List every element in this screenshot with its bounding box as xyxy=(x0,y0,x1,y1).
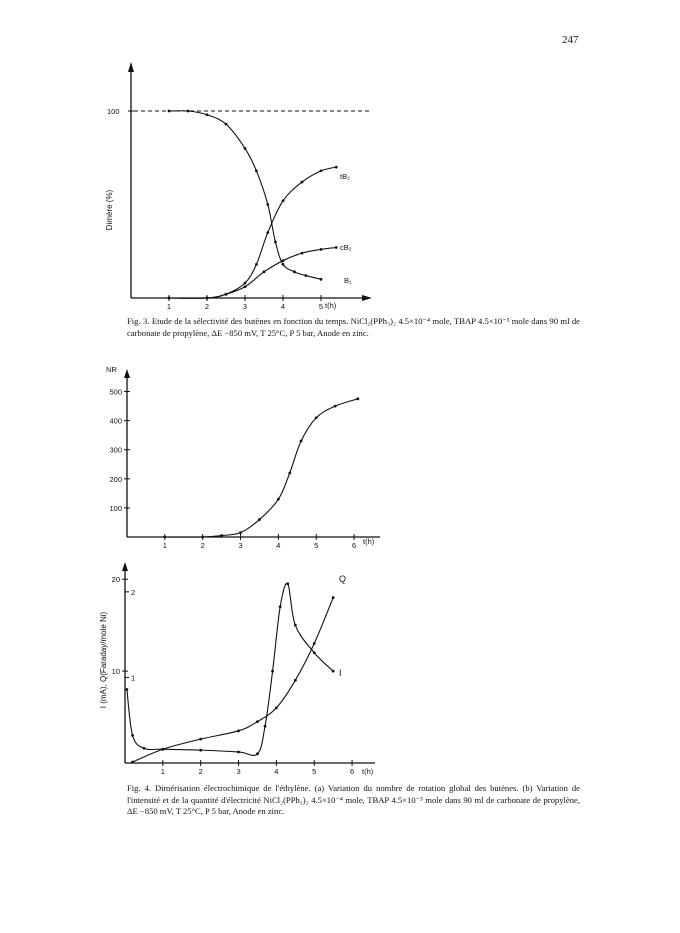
fig4a-x-tick-label-5: 5 xyxy=(314,541,319,550)
figure-3-caption: Fig. 3. Etude de la sélectivité des butènes en fonction du temps. NiCl₂(PPh₃)₂ 4.5×10⁻⁴ mole, TBAP 4.5×10⁻³ mole dans 90 ml de carbonate de propylène, ΔE −850 mV, T 25°C, P 5 bar, Anode en zinc. xyxy=(127,316,580,338)
fig4a-series-0-point-0 xyxy=(163,536,166,539)
fig4b-curves xyxy=(125,582,334,763)
fig3-series-1-point-3 xyxy=(244,282,247,285)
fig3-y-tick-label-100: 100 xyxy=(107,107,120,116)
fig4b-series-0-point-13 xyxy=(332,670,335,673)
fig4b-series-label-q: Q xyxy=(339,574,347,584)
fig4a-x-tick-label-6: 6 xyxy=(351,541,357,550)
fig4b-series-1-point-0 xyxy=(131,761,134,764)
fig3-x-tick-label-4: 4 xyxy=(280,302,286,311)
fig3-series-1-point-6 xyxy=(282,199,285,202)
fig3-series-0-point-9 xyxy=(293,270,296,273)
fig3-series-0-point-10 xyxy=(304,274,307,277)
fig4a-y-arrow xyxy=(124,369,130,378)
fig4a-series-0-point-5 xyxy=(277,498,280,501)
fig3-series-0-point-5 xyxy=(255,169,258,172)
fig3-series-2-point-5 xyxy=(282,259,285,262)
fig4a-x-tick-label-3: 3 xyxy=(238,541,243,550)
fig3-series-0-point-6 xyxy=(266,203,269,206)
fig3-series-0-point-8 xyxy=(282,263,285,266)
fig4b-series-1-point-8 xyxy=(332,596,335,599)
fig4b-series-label-i: I xyxy=(339,668,342,678)
fig4a-series-0-point-7 xyxy=(300,440,303,443)
fig3-series-0-point-4 xyxy=(244,147,247,150)
fig4b-x-tick-label-1: 1 xyxy=(160,767,165,776)
fig4a-series-0-point-2 xyxy=(220,534,223,537)
fig4a-series-0-point-1 xyxy=(201,536,204,539)
fig4b-series-0-point-7 xyxy=(264,725,267,728)
fig3-x-arrow xyxy=(362,295,372,301)
fig3-series-1-point-9 xyxy=(335,166,338,169)
fig4a-y-tick-label-200: 200 xyxy=(109,474,122,484)
fig4b-series-1-point-1 xyxy=(161,748,164,751)
fig3-series-2-point-0 xyxy=(168,297,171,300)
fig4b-y-axis-label: I (mA), Q(Faraday/mole Ni) xyxy=(99,611,108,709)
fig4a-series-0-point-3 xyxy=(239,531,242,534)
fig3-series-2-point-6 xyxy=(301,252,304,255)
fig4a-series-0-line xyxy=(165,399,358,537)
fig3-x-tick-label-2: 2 xyxy=(204,302,210,311)
fig3-series-0-point-11 xyxy=(320,278,323,281)
fig4b-y-ticks xyxy=(112,575,136,682)
fig4b-series-1-line xyxy=(133,598,334,763)
fig4b-series-0-point-11 xyxy=(294,624,297,627)
fig4a-x-tick-label-2: 2 xyxy=(200,541,205,550)
fig4a-series-0-point-4 xyxy=(258,518,261,521)
fig3-series-0-point-3 xyxy=(225,123,228,126)
fig4a-y-tick-label-500: 500 xyxy=(109,387,122,397)
fig3-series-0-point-1 xyxy=(187,110,190,113)
fig4b-x-tick-label-5: 5 xyxy=(312,767,317,776)
fig4b-series-0-point-5 xyxy=(237,751,240,754)
fig4b-series-0-point-4 xyxy=(199,749,202,752)
fig4b-x-axis-label: t(h) xyxy=(362,767,374,776)
fig3-series-0-point-0 xyxy=(168,110,171,113)
fig3-series-0-point-7 xyxy=(274,241,277,244)
fig4b-series-1-point-7 xyxy=(313,642,316,645)
fig3-y-arrow xyxy=(128,62,134,72)
fig3-series-0-point-2 xyxy=(206,113,209,116)
fig4b-series-0-point-0 xyxy=(125,688,128,691)
fig3-series-1-point-8 xyxy=(320,169,323,172)
fig4b-x-tick-label-6: 6 xyxy=(349,767,355,776)
fig4b-series-0-point-6 xyxy=(256,752,259,755)
fig4a-x-axis-label: t(h) xyxy=(363,537,375,546)
fig4b-series-1-point-6 xyxy=(294,679,297,682)
fig4b-series-0-point-10 xyxy=(286,582,289,585)
fig4b-series-0-point-9 xyxy=(279,605,282,608)
fig4b-series-1-point-3 xyxy=(237,729,240,732)
fig4b-y-tick-label-left-10: 10 xyxy=(111,667,120,677)
fig4b-x-tick-label-4: 4 xyxy=(274,767,279,776)
fig3-series-2-point-1 xyxy=(206,297,209,300)
fig4b-y-tick-label-right-2: 2 xyxy=(131,587,136,597)
fig4a-y-tick-label-100: 100 xyxy=(109,503,122,513)
fig4b-series-1-point-2 xyxy=(199,738,202,741)
figure-3-chart xyxy=(105,62,372,311)
fig4b-series-0-line xyxy=(127,583,333,755)
fig3-x-tick-label-1: 1 xyxy=(166,302,172,311)
fig3-curves xyxy=(168,110,338,300)
fig3-series-1-point-5 xyxy=(266,231,269,234)
fig4b-series-0-point-1 xyxy=(131,734,134,737)
fig4a-series-0-point-9 xyxy=(334,405,337,408)
fig4b-series-0-point-12 xyxy=(313,651,316,654)
fig4b-series-0-point-8 xyxy=(271,670,274,673)
fig3-x-tick-label-3: 3 xyxy=(242,302,248,311)
fig3-y-axis-label: Dimère (%) xyxy=(105,189,114,231)
fig4a-series-0-point-6 xyxy=(288,472,291,475)
fig4b-x-tick-label-3: 3 xyxy=(236,767,241,776)
fig4b-y-tick-label-right-1: 1 xyxy=(131,673,136,683)
fig3-x-axis-label: t(h) xyxy=(325,301,337,310)
fig4a-series-0-point-8 xyxy=(315,416,318,419)
fig4b-series-0-point-2 xyxy=(143,747,146,750)
fig4a-series-0-point-10 xyxy=(356,397,359,400)
figure-4a-chart xyxy=(106,365,380,550)
fig4b-series-1-point-4 xyxy=(256,720,259,723)
fig4b-series-1-point-5 xyxy=(275,706,278,709)
fig3-series-label-tb2: tB₂ xyxy=(340,172,350,181)
fig4b-x-tick-label-2: 2 xyxy=(198,767,203,776)
fig4a-y-tick-label-300: 300 xyxy=(109,445,122,455)
fig3-series-1-point-4 xyxy=(255,263,258,266)
fig3-series-label-b1: B₁ xyxy=(344,276,352,285)
fig4a-y-tick-label-400: 400 xyxy=(109,416,122,426)
fig3-series-label-cb2: cB₂ xyxy=(340,243,352,252)
fig4b-y-arrow xyxy=(122,562,128,571)
fig3-x-tick-label-5: 5 xyxy=(318,302,324,311)
fig3-series-1-point-7 xyxy=(301,181,304,184)
fig3-series-2-point-4 xyxy=(263,270,266,273)
page-number: 247 xyxy=(562,34,579,46)
fig3-series-2-point-3 xyxy=(244,285,247,288)
fig4a-y-axis-label: NR xyxy=(106,365,117,374)
fig4b-y-tick-label-left-20: 20 xyxy=(111,575,120,585)
figure-4b-chart xyxy=(99,562,375,776)
fig4a-curves xyxy=(163,397,359,538)
fig3-series-2-point-7 xyxy=(320,248,323,251)
fig3-series-2-point-2 xyxy=(225,293,228,296)
fig3-series-1-line xyxy=(169,167,336,298)
fig4a-x-tick-label-1: 1 xyxy=(162,541,167,550)
fig4a-x-tick-label-4: 4 xyxy=(276,541,281,550)
figure-4-caption: Fig. 4. Dimérisation électrochimique de l'éthylène. (a) Variation du nombre de rotation global des butènes. (b) Variation de l'intensité et de la quantité d'électricité NiCl₂(PPh₃)₂ 4.5×10⁻⁴ mole, TBAP 4.5×10⁻³ mole dans 90 ml de carbonate de propylène, ΔE −850 mV, T 25°C, P 5 bar, Anode en zinc. xyxy=(127,783,580,816)
fig3-series-2-point-8 xyxy=(335,246,338,249)
